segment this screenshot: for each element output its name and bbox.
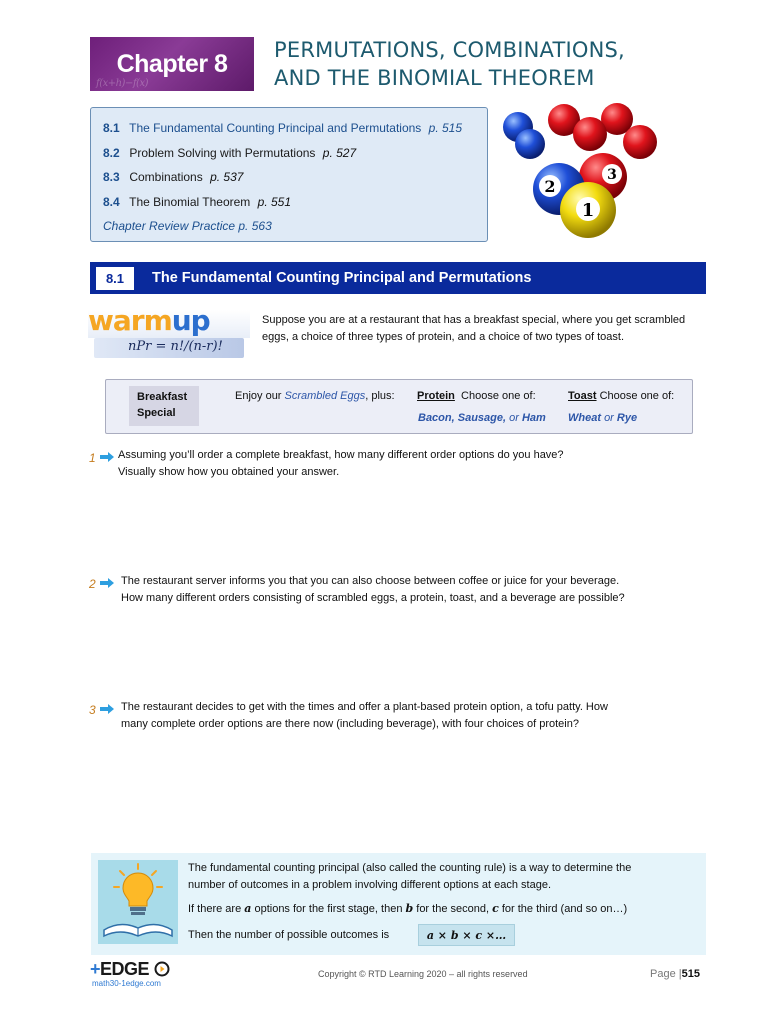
edge-logo-text: EDGE xyxy=(100,959,150,979)
menu-intro-suffix: , plus: xyxy=(365,390,395,402)
toc-item[interactable] xyxy=(103,116,487,141)
toast-option: Wheat xyxy=(568,412,601,424)
breakfast-special-label xyxy=(129,386,199,426)
warm-up-logo-up: up xyxy=(171,304,210,337)
menu-eggs: Scrambled Eggs xyxy=(284,390,366,402)
or-text: or xyxy=(509,412,519,424)
toc-item-page: p. 551 xyxy=(257,194,292,209)
question-line: The restaurant server informs you that you can also choose between coffee or juice for your beverage. xyxy=(121,575,620,587)
protein-options: Bacon, Sausage, or Ham xyxy=(418,412,546,424)
arrow-right-icon xyxy=(100,452,114,462)
question-3-text xyxy=(121,699,608,733)
info-text: for the third (and so on…) xyxy=(498,903,628,915)
toc-item-number: 8.4 xyxy=(103,194,120,209)
toc-item-title: Combinations xyxy=(129,170,203,184)
toc-item-page: p. 537 xyxy=(210,170,244,184)
toast-option: Rye xyxy=(616,412,638,424)
arrow-right-icon xyxy=(100,578,114,588)
chapter-label: Chapter 8 xyxy=(116,49,228,78)
copyright-text: Copyright © RTD Learning 2020 – all rights reserved xyxy=(318,969,528,979)
info-text: for the second, xyxy=(413,903,493,915)
protein-heading: Protein xyxy=(417,390,455,402)
footer-url[interactable]: math30-1edge.com xyxy=(92,979,161,988)
menu-intro xyxy=(235,390,395,402)
warm-up-logo-warm: warm xyxy=(88,304,172,337)
toc-item[interactable] xyxy=(103,190,487,215)
info-line-4: Then the number of possible outcomes is xyxy=(188,929,390,941)
chapter-tag-decoration: f(x+h)−f(x) xyxy=(96,78,148,89)
question-2-text xyxy=(121,573,625,607)
lightbulb-book-icon xyxy=(98,860,178,944)
toc-item-title: The Binomial Theorem xyxy=(129,194,251,209)
info-line-2: number of outcomes in a problem involving different options at each stage. xyxy=(188,879,552,891)
chapter-title-line-2: AND THE BINOMIAL THEOREM xyxy=(274,66,595,90)
toc-item-number: 8.1 xyxy=(103,121,120,135)
toast-choose: Choose one of: xyxy=(599,390,675,402)
warm-up-logo xyxy=(88,304,250,360)
variable-a: a xyxy=(244,902,252,915)
breakfast-label-line-1: Breakfast xyxy=(137,391,188,403)
question-number: 1 xyxy=(89,451,96,465)
red-ball xyxy=(573,117,607,151)
protein-option: Ham xyxy=(521,412,546,424)
chapter-title-line-1: PERMUTATIONS, COMBINATIONS, xyxy=(274,38,625,62)
or-text: or xyxy=(604,412,614,424)
page-number-value: 515 xyxy=(681,968,700,980)
section-title: The Fundamental Counting Principal and Permutations xyxy=(152,270,532,286)
table-of-contents xyxy=(90,107,488,242)
section-number: 8.1 xyxy=(96,267,134,290)
toc-item[interactable] xyxy=(103,141,487,166)
protein-choose: Choose one of: xyxy=(461,390,536,402)
toc-item-number: 8.2 xyxy=(103,145,120,160)
info-line-1: The fundamental counting principal (also called the counting rule) is a way to determine the xyxy=(188,862,632,874)
menu-intro-prefix: Enjoy our xyxy=(235,390,285,402)
chapter-tag xyxy=(90,37,254,91)
toast-heading: Toast xyxy=(568,390,597,402)
variable-b: b xyxy=(405,902,414,915)
blue-ball xyxy=(515,129,545,159)
protein-option: Sausage xyxy=(457,412,503,424)
question-number: 3 xyxy=(89,703,96,717)
toc-item-title: The Fundamental Counting Principal and Permutations xyxy=(129,121,422,135)
billiard-balls-image xyxy=(500,102,660,242)
question-1-text xyxy=(118,447,564,481)
red-ball xyxy=(623,125,657,159)
info-line-3 xyxy=(188,900,627,918)
arrow-right-icon xyxy=(100,704,114,714)
question-line: Assuming you’ll order a complete breakfast, how many different order options do you have? xyxy=(118,449,564,461)
counting-formula: a × b × c ×… xyxy=(418,924,515,946)
edge-logo: +EDGE xyxy=(90,959,170,980)
question-line: How many different orders consisting of scrambled eggs, a protein, toast, and a beverage are possible? xyxy=(121,592,625,604)
ball-2-label: 2 xyxy=(544,177,556,196)
page-number xyxy=(650,968,700,980)
protein-option: Bacon xyxy=(418,412,452,424)
toc-item-number: 8.3 xyxy=(103,170,120,184)
toc-item-title: Problem Solving with Permutations xyxy=(129,145,316,160)
question-line: Visually show how you obtained your answer. xyxy=(118,466,340,478)
chapter-title xyxy=(274,36,714,92)
ball-1-label: 1 xyxy=(581,200,595,221)
question-1-marker xyxy=(89,449,114,467)
ball-3-label: 3 xyxy=(607,167,617,183)
toc-review-item[interactable] xyxy=(103,214,487,239)
question-2-marker xyxy=(89,575,114,593)
toc-item-page: p. 515 xyxy=(428,121,463,135)
info-text: If there are xyxy=(188,903,245,915)
question-line: The restaurant decides to get with the times and offer a plant-based protein option, a tofu patty. How xyxy=(121,701,608,713)
toast-options xyxy=(568,412,637,424)
toc-review-link: Chapter Review Practice p. 563 xyxy=(103,219,272,233)
toast-heading-row xyxy=(568,390,674,402)
protein-heading-row xyxy=(417,390,536,402)
info-text: options for the first stage, then xyxy=(251,903,406,915)
warm-up-text: Suppose you are at a restaurant that has a breakfast special, where you get scrambled eggs, a choice of three types of protein, and a choice of two types of toast. xyxy=(262,314,686,343)
question-line: many complete order options are there now (including beverage), with four choices of protein? xyxy=(121,718,579,730)
play-circle-icon xyxy=(154,961,170,977)
question-3-marker xyxy=(89,701,114,719)
variable-c: c xyxy=(492,902,499,915)
page-label: Page | xyxy=(650,968,682,980)
warm-up-formula: nPr = n!/(n-r)! xyxy=(128,339,223,354)
toc-item-page: p. 527 xyxy=(322,145,357,160)
breakfast-label-line-2: Special xyxy=(137,407,176,419)
question-number: 2 xyxy=(89,577,96,591)
toc-item[interactable] xyxy=(103,165,487,190)
